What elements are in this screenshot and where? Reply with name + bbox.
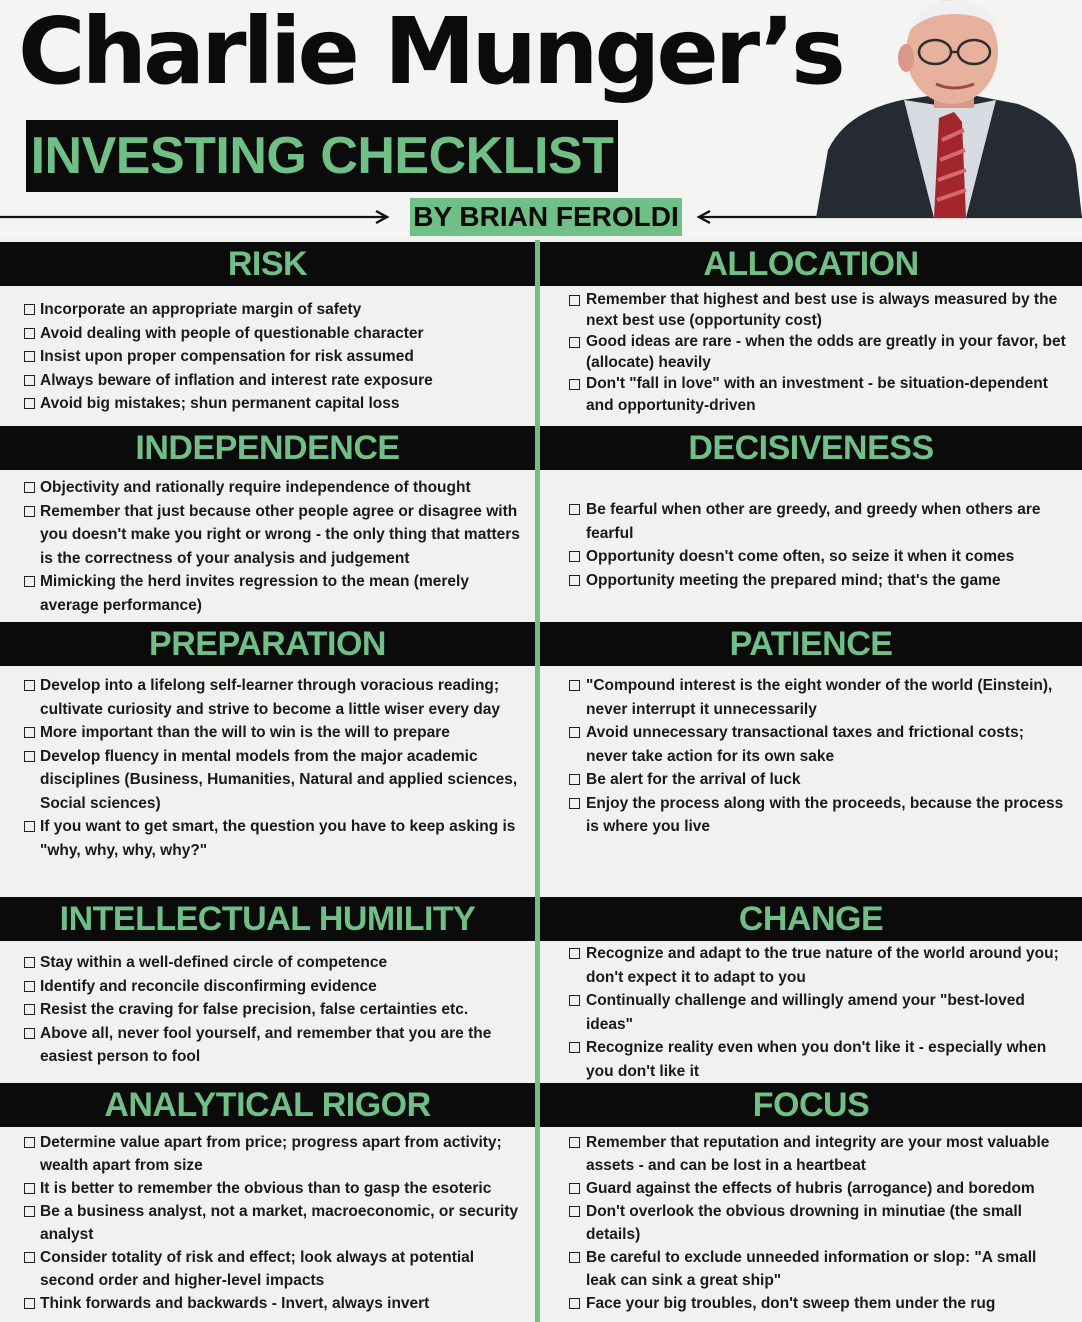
checklist [540, 498, 1082, 592]
checklist-item: Be a business analyst, not a market, macroeconomic, or security analyst [0, 1200, 535, 1246]
section-intellectual-humility [0, 897, 535, 1069]
checklist-item: Mimicking the herd invites regression to the mean (merely average performance) [0, 570, 535, 617]
section-patience [540, 622, 1082, 839]
checklist-item: Avoid unnecessary transactional taxes and frictional costs; never take action for its own sake [540, 721, 1082, 768]
checklist-item: Think forwards and backwards - Invert, always invert [0, 1292, 535, 1315]
checklist-item: It is better to remember the obvious than to gasp the esoteric [0, 1177, 535, 1200]
section-title: PATIENCE [540, 622, 1082, 666]
checklist [0, 298, 535, 416]
checkbox-icon[interactable] [569, 680, 580, 691]
checkbox-icon[interactable] [569, 1137, 580, 1148]
checklist [0, 476, 535, 617]
subtitle-banner: INVESTING CHECKLIST [26, 120, 618, 192]
section-analytical-rigor [0, 1083, 535, 1315]
checklist-item: Opportunity doesn't come often, so seize it when it comes [540, 545, 1082, 569]
checklist-item: Recognize reality even when you don't like it - especially when you don't like it [540, 1036, 1082, 1083]
header [0, 0, 1082, 238]
section-independence [0, 426, 535, 617]
checklist [540, 942, 1082, 1083]
checklist-item: Face your big troubles, don't sweep them under the rug [540, 1292, 1082, 1315]
checklist [540, 674, 1082, 839]
checkbox-icon[interactable] [24, 957, 35, 968]
checkbox-icon[interactable] [569, 1252, 580, 1263]
checkbox-icon[interactable] [24, 680, 35, 691]
checklist-item: Remember that reputation and integrity are your most valuable assets - and can be lost in a heartbeat [540, 1131, 1082, 1177]
checklist-item: Incorporate an appropriate margin of safety [0, 298, 535, 322]
checklist-item: Remember that just because other people agree or disagree with you doesn't make you right or wrong - the only thing that matters is the correctness of your analysis and judgement [0, 500, 535, 571]
checklist-item: "Compound interest is the eight wonder of the world (Einstein), never interrupt it unnecessarily [540, 674, 1082, 721]
checklist-item: Stay within a well-defined circle of competence [0, 951, 535, 975]
checkbox-icon[interactable] [24, 1183, 35, 1194]
checkbox-icon[interactable] [569, 798, 580, 809]
checkbox-icon[interactable] [24, 727, 35, 738]
checklist-item: Objectivity and rationally require independence of thought [0, 476, 535, 500]
checkbox-icon[interactable] [569, 295, 580, 306]
checklist-item: Enjoy the process along with the proceeds, because the process is where you live [540, 792, 1082, 839]
page-title: Charlie Munger’s [18, 0, 842, 105]
checkbox-icon[interactable] [569, 1183, 580, 1194]
checkbox-icon[interactable] [24, 1137, 35, 1148]
section-title: ANALYTICAL RIGOR [0, 1083, 535, 1127]
checkbox-icon[interactable] [24, 506, 35, 517]
checklist-item: Develop into a lifelong self-learner through voracious reading; cultivate curiosity and strive to become a little wiser every day [0, 674, 535, 721]
section-title: RISK [0, 242, 535, 286]
checklist [0, 951, 535, 1069]
checkbox-icon[interactable] [24, 328, 35, 339]
checklist-item: Don't overlook the obvious drowning in minutiae (the small details) [540, 1200, 1082, 1246]
section-title: DECISIVENESS [540, 426, 1082, 470]
checklist-item: Be alert for the arrival of luck [540, 768, 1082, 792]
checklist-item: Insist upon proper compensation for risk assumed [0, 345, 535, 369]
checklist-item: Be fearful when other are greedy, and greedy when others are fearful [540, 498, 1082, 545]
section-preparation [0, 622, 535, 862]
checklist [540, 1131, 1082, 1315]
checkbox-icon[interactable] [569, 337, 580, 348]
checkbox-icon[interactable] [569, 504, 580, 515]
checklist-item: Remember that highest and best use is always measured by the next best use (opportunity cost) [540, 289, 1082, 331]
checkbox-icon[interactable] [569, 551, 580, 562]
section-decisiveness [540, 426, 1082, 592]
checklist-grid [0, 240, 1082, 1322]
checklist-item: Good ideas are rare - when the odds are greatly in your favor, bet (allocate) heavily [540, 331, 1082, 373]
checklist-item: Guard against the effects of hubris (arrogance) and boredom [540, 1177, 1082, 1200]
section-title: FOCUS [540, 1083, 1082, 1127]
section-title: CHANGE [540, 897, 1082, 941]
checkbox-icon[interactable] [24, 351, 35, 362]
portrait-photo-icon [806, 0, 1082, 218]
checkbox-icon[interactable] [24, 1206, 35, 1217]
checklist-item: Above all, never fool yourself, and remember that you are the easiest person to fool [0, 1022, 535, 1069]
section-focus [540, 1083, 1082, 1315]
checkbox-icon[interactable] [24, 482, 35, 493]
checkbox-icon[interactable] [569, 995, 580, 1006]
section-risk [0, 242, 535, 416]
checklist-item: Consider totality of risk and effect; look always at potential second order and higher-level impacts [0, 1246, 535, 1292]
checkbox-icon[interactable] [24, 751, 35, 762]
section-change [540, 897, 1082, 1083]
byline: BY BRIAN FEROLDI [410, 198, 682, 236]
section-title: INDEPENDENCE [0, 426, 535, 470]
checklist [0, 674, 535, 862]
checkbox-icon[interactable] [24, 821, 35, 832]
checkbox-icon[interactable] [569, 1298, 580, 1309]
checklist-item: Determine value apart from price; progress apart from activity; wealth apart from size [0, 1131, 535, 1177]
checkbox-icon[interactable] [24, 1252, 35, 1263]
checklist-item: Identify and reconcile disconfirming evidence [0, 975, 535, 999]
section-title: PREPARATION [0, 622, 535, 666]
checkbox-icon[interactable] [569, 727, 580, 738]
section-allocation [540, 242, 1082, 417]
checklist-item: Avoid dealing with people of questionable character [0, 322, 535, 346]
checklist [540, 289, 1082, 417]
checkbox-icon[interactable] [24, 576, 35, 587]
checklist-item: Always beware of inflation and interest rate exposure [0, 369, 535, 393]
checklist-item: Develop fluency in mental models from the major academic disciplines (Business, Humanities, Natural and applied sciences, Social sciences) [0, 745, 535, 816]
checklist-item: Resist the craving for false precision, false certainties etc. [0, 998, 535, 1022]
checkbox-icon[interactable] [24, 1028, 35, 1039]
checkbox-icon[interactable] [569, 1206, 580, 1217]
checkbox-icon[interactable] [24, 981, 35, 992]
checkbox-icon[interactable] [24, 375, 35, 386]
checklist-item: Don't "fall in love" with an investment - be situation-dependent and opportunity-driven [540, 373, 1082, 417]
section-title: ALLOCATION [540, 242, 1082, 286]
arrow-right-icon [0, 209, 392, 225]
checkbox-icon[interactable] [569, 379, 580, 390]
checklist-item: More important than the will to win is the will to prepare [0, 721, 535, 745]
checkbox-icon[interactable] [24, 1004, 35, 1015]
checklist-item: If you want to get smart, the question you have to keep asking is "why, why, why, why?" [0, 815, 535, 862]
checkbox-icon[interactable] [569, 948, 580, 959]
checkbox-icon[interactable] [24, 1298, 35, 1309]
checkbox-icon[interactable] [24, 398, 35, 409]
checklist-item: Opportunity meeting the prepared mind; that's the game [540, 569, 1082, 593]
checklist-item: Be careful to exclude unneeded information or slop: "A small leak can sink a great ship" [540, 1246, 1082, 1292]
section-title: INTELLECTUAL HUMILITY [0, 897, 535, 941]
checkbox-icon[interactable] [24, 304, 35, 315]
checklist [0, 1131, 535, 1315]
checkbox-icon[interactable] [569, 575, 580, 586]
checkbox-icon[interactable] [569, 1042, 580, 1053]
checklist-item: Continually challenge and willingly amend your "best-loved ideas" [540, 989, 1082, 1036]
checklist-item: Avoid big mistakes; shun permanent capital loss [0, 392, 535, 416]
checklist-item: Recognize and adapt to the true nature of the world around you; don't expect it to adapt to you [540, 942, 1082, 989]
checkbox-icon[interactable] [569, 774, 580, 785]
